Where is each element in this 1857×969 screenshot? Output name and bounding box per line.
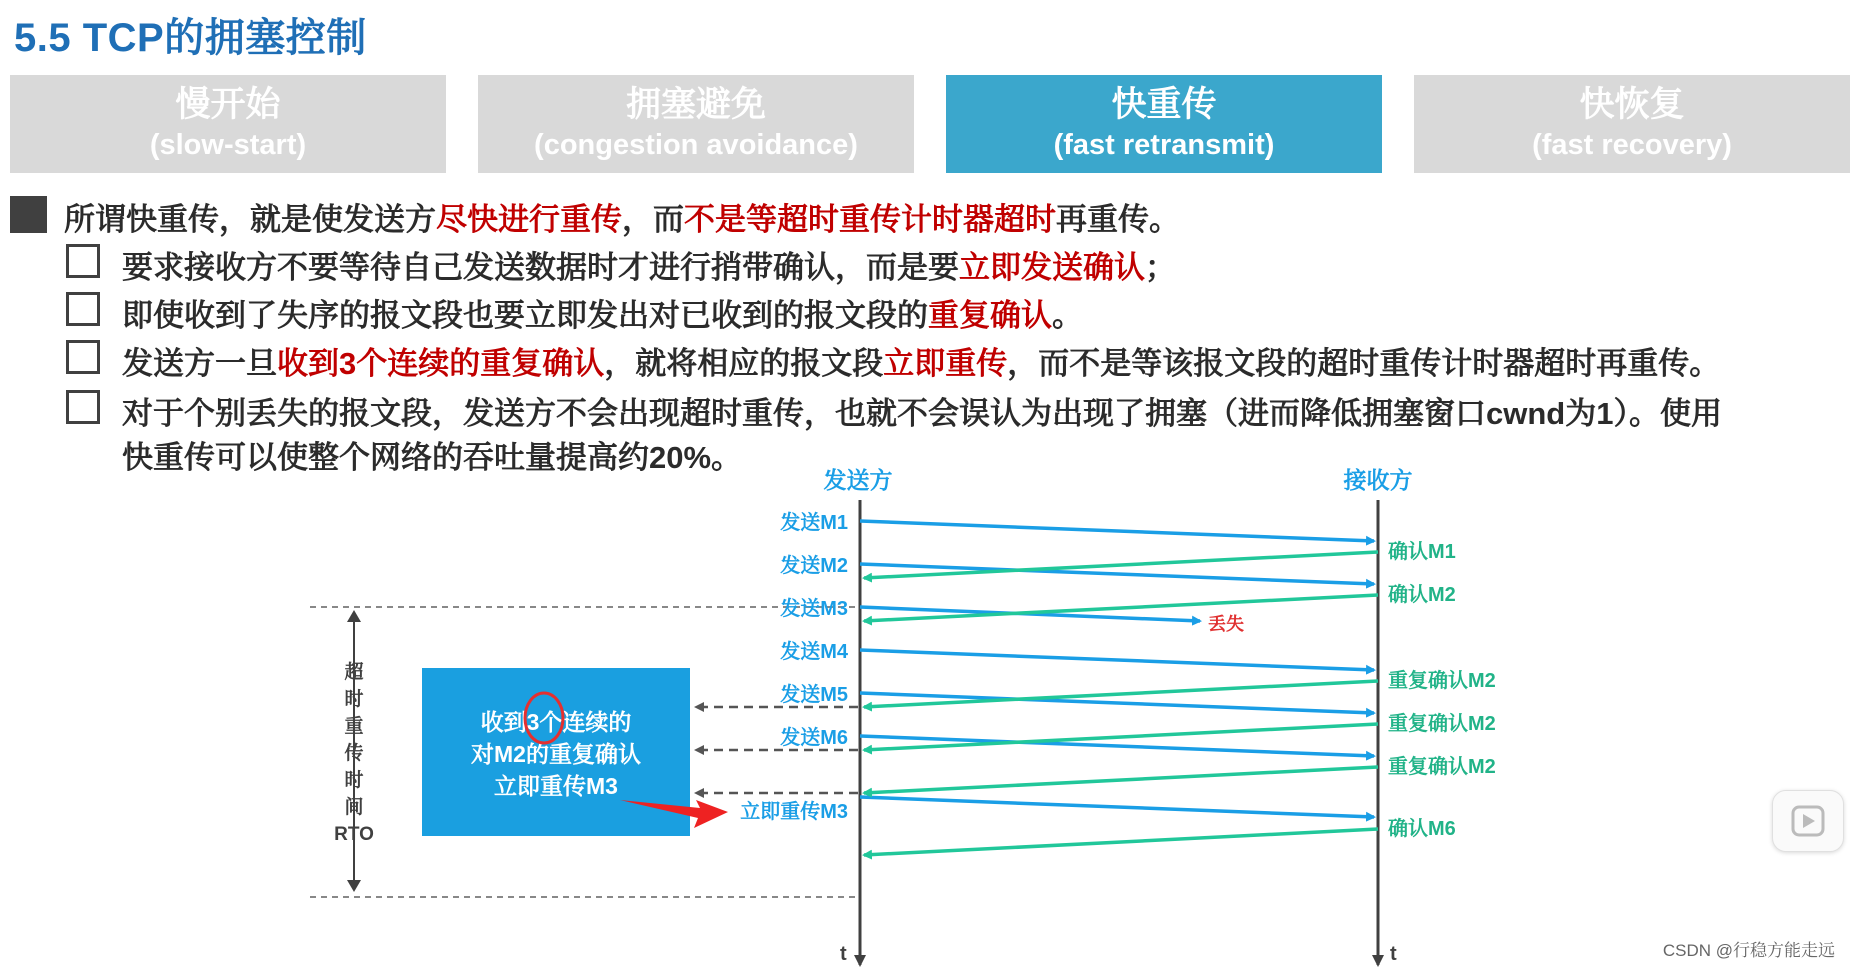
tab-label-en: (congestion avoidance) (534, 129, 858, 161)
rto-char: 传 (344, 743, 364, 764)
text-segment: 即使收到了失序的报文段也要立即发出对已收到的报文段的 (122, 298, 928, 333)
play-icon (1773, 791, 1843, 851)
send-label-m2: 发送M2 (780, 555, 848, 577)
rto-char: 间 (344, 797, 364, 818)
highlight-text: 不是等超时重传计时器超时 (684, 202, 1056, 237)
dup-ack-label-1: 重复确认M2 (1388, 670, 1496, 692)
note-line-1: 收到3个连续的 (480, 709, 632, 735)
send-arrow-m1 (860, 521, 1374, 541)
send-label-m1: 发送M1 (780, 512, 848, 534)
rto-char: 超 (344, 662, 364, 683)
note-line-3: 立即重传M3 (494, 773, 618, 799)
highlight-text: 立即发送确认 (959, 250, 1145, 285)
dup-ack-arrow-3 (864, 767, 1378, 793)
time-label-sender: t (840, 943, 847, 965)
rto-arrow-head-top (347, 610, 361, 622)
retransmit-arrow-m3 (860, 797, 1374, 817)
tab-label-en: (fast recovery) (1532, 129, 1732, 161)
text-segment: 所谓快重传，就是使发送方 (64, 202, 436, 237)
note-line-2: 对M2的重复确认 (471, 741, 641, 767)
highlight-text: 立即重传 (883, 346, 1008, 381)
receiver-label: 接收方 (1343, 467, 1413, 493)
dup-ack-label-2: 重复确认M2 (1388, 713, 1496, 735)
highlight-text: 收到3个连续的重复确认 (277, 346, 605, 381)
rto-char: RTO (334, 824, 374, 845)
play-button[interactable] (1772, 790, 1844, 852)
tab-label-en: (fast retransmit) (1053, 129, 1275, 161)
rto-arrow-head-bottom (347, 880, 361, 892)
text-segment: ； (1145, 250, 1176, 285)
ack-label-m6: 确认M6 (1388, 818, 1456, 840)
tab-label-zh: 慢开始 (175, 85, 281, 124)
send-label-m6: 发送M6 (780, 727, 848, 749)
text-segment: ，就将相应的报文段 (604, 346, 884, 381)
ack-label-m2: 确认M2 (1388, 584, 1456, 606)
retransmit-label-m3: 立即重传M3 (740, 801, 848, 823)
text-segment: 要求接收方不要等待自己发送数据时才进行捎带确认，而是要 (122, 250, 959, 285)
rto-char: 时 (344, 689, 364, 710)
tab-label-zh: 拥塞避免 (625, 85, 766, 124)
time-label-receiver: t (1390, 943, 1397, 965)
tab-label-zh: 快恢复 (1579, 85, 1685, 124)
watermark: CSDN @行稳方能走远 (1662, 941, 1835, 960)
text-segment: 发送方一旦 (122, 346, 277, 381)
send-label-m3: 发送M3 (780, 598, 848, 620)
text-segment: ，而 (622, 202, 684, 237)
text-segment: 再重传。 (1056, 202, 1180, 237)
dup-ack-label-3: 重复确认M2 (1388, 756, 1496, 778)
sender-label: 发送方 (823, 467, 893, 493)
text-segment: ，而不是等该报文段的超时重传计时器超时再重传。 (1007, 346, 1721, 381)
ack-arrow-m6 (864, 829, 1378, 855)
text-segment: 。 (1052, 298, 1083, 333)
highlight-text: 尽快进行重传 (436, 202, 622, 237)
lost-label: 丢失 (1208, 614, 1244, 634)
rto-char: 重 (344, 716, 364, 737)
highlight-text: 重复确认 (928, 298, 1052, 333)
rto-char: 时 (344, 770, 364, 791)
tab-label-en: (slow-start) (149, 129, 307, 161)
sub-bullet-text-continued: 快重传可以使整个网络的吞吐量提高约20%。 (122, 440, 743, 475)
tab-label-zh: 快重传 (1111, 85, 1217, 124)
page-title: 5.5 TCP的拥塞控制 (14, 16, 367, 60)
send-label-m4: 发送M4 (780, 641, 848, 663)
send-label-m5: 发送M5 (780, 684, 848, 706)
send-arrow-m4 (860, 650, 1374, 670)
sub-bullet-text: 对于个别丢失的报文段，发送方不会出现超时重传，也就不会误认为出现了拥塞（进而降低拥塞窗口cwnd为1）。使用 (122, 396, 1722, 431)
ack-label-m1: 确认M1 (1388, 541, 1456, 563)
